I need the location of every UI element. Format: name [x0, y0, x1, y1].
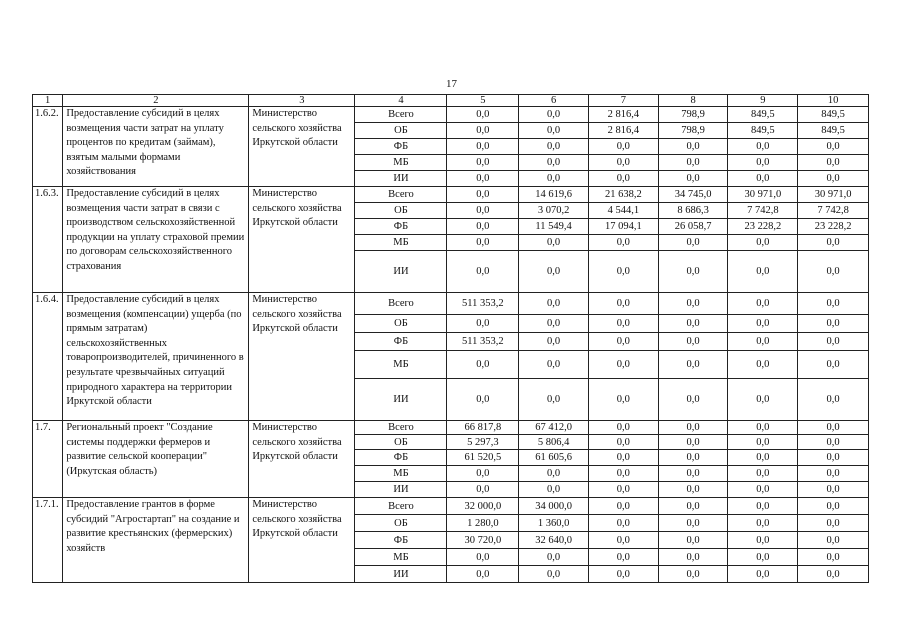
measure-row	[33, 498, 869, 515]
amount-cell: 0,0	[588, 235, 658, 251]
amount-cell: 0,0	[798, 421, 869, 435]
amount-cell: 0,0	[728, 421, 798, 435]
amount-cell: 23 228,2	[728, 219, 798, 235]
amount-cell: 0,0	[588, 315, 658, 333]
amount-cell: 14 619,6	[519, 187, 589, 203]
measure-row	[33, 421, 869, 435]
funding-source: ОБ	[355, 435, 447, 450]
amount-cell: 0,0	[798, 450, 869, 466]
measure-code: 1.7.	[33, 421, 63, 498]
amount-cell: 0,0	[798, 549, 869, 566]
amount-cell: 0,0	[798, 379, 869, 421]
amount-cell: 0,0	[588, 450, 658, 466]
column-number: 3	[249, 95, 355, 107]
amount-cell: 0,0	[798, 315, 869, 333]
amount-cell: 5 297,3	[447, 435, 519, 450]
column-number: 1	[33, 95, 63, 107]
measure-executor: Министерство сельского хозяйства Иркутской области	[249, 421, 355, 498]
budget-table	[32, 94, 869, 583]
amount-cell: 0,0	[588, 171, 658, 187]
amount-cell: 0,0	[658, 435, 728, 450]
amount-cell: 0,0	[658, 155, 728, 171]
amount-cell: 17 094,1	[588, 219, 658, 235]
amount-cell: 0,0	[447, 203, 519, 219]
funding-source: ИИ	[355, 482, 447, 498]
amount-cell: 511 353,2	[447, 293, 519, 315]
measure-name: Предоставление грантов в форме субсидий "Агростартап" на создание и развитие крестьянских (фермерских) хозяйств	[63, 498, 249, 583]
amount-cell: 0,0	[447, 139, 519, 155]
amount-cell: 0,0	[798, 235, 869, 251]
amount-cell: 0,0	[658, 351, 728, 379]
amount-cell: 0,0	[728, 532, 798, 549]
amount-cell: 0,0	[588, 293, 658, 315]
measure-row	[33, 187, 869, 203]
measure-executor: Министерство сельского хозяйства Иркутской области	[249, 293, 355, 421]
measure-executor: Министерство сельского хозяйства Иркутской области	[249, 498, 355, 583]
amount-cell: 0,0	[658, 315, 728, 333]
amount-cell: 7 742,8	[728, 203, 798, 219]
amount-cell: 849,5	[728, 107, 798, 123]
funding-source: ФБ	[355, 333, 447, 351]
amount-cell: 0,0	[588, 155, 658, 171]
amount-cell: 0,0	[447, 566, 519, 583]
amount-cell: 849,5	[728, 123, 798, 139]
amount-cell: 849,5	[798, 123, 869, 139]
funding-source: ФБ	[355, 532, 447, 549]
amount-cell: 0,0	[728, 139, 798, 155]
amount-cell: 0,0	[447, 187, 519, 203]
amount-cell: 0,0	[658, 139, 728, 155]
amount-cell: 0,0	[519, 333, 589, 351]
funding-source: ИИ	[355, 171, 447, 187]
amount-cell: 0,0	[658, 482, 728, 498]
funding-source: Всего	[355, 293, 447, 315]
amount-cell: 0,0	[728, 351, 798, 379]
funding-source: МБ	[355, 466, 447, 482]
amount-cell: 0,0	[798, 333, 869, 351]
amount-cell: 0,0	[658, 498, 728, 515]
amount-cell: 0,0	[728, 549, 798, 566]
measure-code: 1.6.3.	[33, 187, 63, 293]
amount-cell: 0,0	[588, 435, 658, 450]
amount-cell: 32 000,0	[447, 498, 519, 515]
amount-cell: 0,0	[519, 351, 589, 379]
amount-cell: 0,0	[798, 171, 869, 187]
measure-row	[33, 107, 869, 123]
amount-cell: 0,0	[658, 235, 728, 251]
funding-source: МБ	[355, 235, 447, 251]
column-number: 9	[728, 95, 798, 107]
amount-cell: 0,0	[728, 566, 798, 583]
amount-cell: 0,0	[798, 498, 869, 515]
amount-cell: 0,0	[447, 251, 519, 293]
amount-cell: 0,0	[447, 482, 519, 498]
amount-cell: 0,0	[798, 351, 869, 379]
amount-cell: 0,0	[658, 293, 728, 315]
column-number: 6	[519, 95, 589, 107]
amount-cell: 3 070,2	[519, 203, 589, 219]
amount-cell: 0,0	[519, 566, 589, 583]
measure-row	[33, 293, 869, 315]
amount-cell: 0,0	[728, 333, 798, 351]
column-number: 8	[658, 95, 728, 107]
amount-cell: 0,0	[519, 139, 589, 155]
amount-cell: 0,0	[658, 171, 728, 187]
amount-cell: 511 353,2	[447, 333, 519, 351]
amount-cell: 0,0	[658, 549, 728, 566]
funding-source: ОБ	[355, 315, 447, 333]
column-number: 5	[447, 95, 519, 107]
table-body	[33, 95, 869, 583]
amount-cell: 0,0	[447, 235, 519, 251]
funding-source: МБ	[355, 155, 447, 171]
amount-cell: 7 742,8	[798, 203, 869, 219]
amount-cell: 0,0	[447, 171, 519, 187]
amount-cell: 0,0	[588, 466, 658, 482]
funding-source: МБ	[355, 351, 447, 379]
amount-cell: 0,0	[728, 466, 798, 482]
funding-source: Всего	[355, 107, 447, 123]
measure-executor: Министерство сельского хозяйства Иркутской области	[249, 107, 355, 187]
amount-cell: 0,0	[728, 251, 798, 293]
page-number: 17	[446, 78, 457, 90]
amount-cell: 30 720,0	[447, 532, 519, 549]
column-numbers-row	[33, 95, 869, 107]
amount-cell: 0,0	[447, 379, 519, 421]
amount-cell: 34 745,0	[658, 187, 728, 203]
amount-cell: 21 638,2	[588, 187, 658, 203]
amount-cell: 0,0	[588, 139, 658, 155]
amount-cell: 0,0	[658, 515, 728, 532]
amount-cell: 0,0	[519, 107, 589, 123]
amount-cell: 0,0	[519, 315, 589, 333]
amount-cell: 0,0	[658, 450, 728, 466]
funding-source: Всего	[355, 421, 447, 435]
amount-cell: 26 058,7	[658, 219, 728, 235]
amount-cell: 0,0	[728, 293, 798, 315]
amount-cell: 0,0	[519, 293, 589, 315]
amount-cell: 0,0	[588, 351, 658, 379]
amount-cell: 32 640,0	[519, 532, 589, 549]
measure-name: Предоставление субсидий в целях возмещения части затрат на уплату процентов по кредитам (займам), взятым малыми формами хозяйствования	[63, 107, 249, 187]
amount-cell: 0,0	[588, 251, 658, 293]
amount-cell: 798,9	[658, 123, 728, 139]
measure-code: 1.6.4.	[33, 293, 63, 421]
amount-cell: 0,0	[728, 450, 798, 466]
amount-cell: 0,0	[798, 566, 869, 583]
column-number: 4	[355, 95, 447, 107]
amount-cell: 0,0	[588, 379, 658, 421]
amount-cell: 0,0	[798, 293, 869, 315]
amount-cell: 0,0	[519, 379, 589, 421]
amount-cell: 0,0	[798, 532, 869, 549]
amount-cell: 0,0	[658, 421, 728, 435]
amount-cell: 0,0	[798, 435, 869, 450]
amount-cell: 0,0	[658, 466, 728, 482]
funding-source: Всего	[355, 498, 447, 515]
amount-cell: 0,0	[728, 482, 798, 498]
funding-source: ОБ	[355, 203, 447, 219]
amount-cell: 0,0	[447, 107, 519, 123]
amount-cell: 0,0	[519, 123, 589, 139]
amount-cell: 5 806,4	[519, 435, 589, 450]
amount-cell: 0,0	[728, 235, 798, 251]
amount-cell: 67 412,0	[519, 421, 589, 435]
measure-name: Предоставление субсидий в целях возмещения (компенсации) ущерба (по прямым затратам) сельскохозяйственных товаропроизводителей, причиненного в результате чрезвычайных ситуаций природного характера на территории Иркутской области	[63, 293, 249, 421]
amount-cell: 0,0	[588, 333, 658, 351]
amount-cell: 0,0	[588, 421, 658, 435]
amount-cell: 0,0	[728, 435, 798, 450]
amount-cell: 4 544,1	[588, 203, 658, 219]
amount-cell: 0,0	[798, 155, 869, 171]
funding-source: ИИ	[355, 379, 447, 421]
amount-cell: 0,0	[447, 549, 519, 566]
column-number: 7	[588, 95, 658, 107]
amount-cell: 0,0	[658, 532, 728, 549]
amount-cell: 34 000,0	[519, 498, 589, 515]
funding-source: ОБ	[355, 515, 447, 532]
amount-cell: 0,0	[447, 351, 519, 379]
measure-executor: Министерство сельского хозяйства Иркутской области	[249, 187, 355, 293]
funding-source: ОБ	[355, 123, 447, 139]
amount-cell: 2 816,4	[588, 107, 658, 123]
amount-cell: 61 605,6	[519, 450, 589, 466]
amount-cell: 0,0	[658, 566, 728, 583]
amount-cell: 0,0	[588, 498, 658, 515]
amount-cell: 0,0	[798, 515, 869, 532]
amount-cell: 0,0	[519, 482, 589, 498]
amount-cell: 1 360,0	[519, 515, 589, 532]
amount-cell: 0,0	[728, 315, 798, 333]
amount-cell: 1 280,0	[447, 515, 519, 532]
amount-cell: 0,0	[447, 155, 519, 171]
amount-cell: 0,0	[447, 123, 519, 139]
amount-cell: 0,0	[519, 549, 589, 566]
amount-cell: 0,0	[588, 482, 658, 498]
funding-source: ИИ	[355, 566, 447, 583]
amount-cell: 0,0	[588, 532, 658, 549]
amount-cell: 0,0	[519, 171, 589, 187]
amount-cell: 66 817,8	[447, 421, 519, 435]
amount-cell: 0,0	[798, 466, 869, 482]
amount-cell: 0,0	[447, 315, 519, 333]
amount-cell: 0,0	[798, 482, 869, 498]
amount-cell: 2 816,4	[588, 123, 658, 139]
amount-cell: 0,0	[588, 566, 658, 583]
funding-source: ФБ	[355, 139, 447, 155]
funding-source: МБ	[355, 549, 447, 566]
amount-cell: 0,0	[798, 251, 869, 293]
amount-cell: 0,0	[658, 251, 728, 293]
amount-cell: 798,9	[658, 107, 728, 123]
amount-cell: 8 686,3	[658, 203, 728, 219]
amount-cell: 0,0	[798, 139, 869, 155]
column-number: 10	[798, 95, 869, 107]
amount-cell: 0,0	[519, 251, 589, 293]
amount-cell: 0,0	[588, 549, 658, 566]
amount-cell: 0,0	[728, 379, 798, 421]
amount-cell: 0,0	[728, 498, 798, 515]
measure-code: 1.7.1.	[33, 498, 63, 583]
funding-source: ФБ	[355, 450, 447, 466]
amount-cell: 61 520,5	[447, 450, 519, 466]
funding-source: ФБ	[355, 219, 447, 235]
amount-cell: 11 549,4	[519, 219, 589, 235]
measure-name: Предоставление субсидий в целях возмещения части затрат в связи с производством сельскохозяйственной продукции на уплату страховой премии по договорам сельскохозяйственного страхования	[63, 187, 249, 293]
amount-cell: 0,0	[728, 515, 798, 532]
amount-cell: 0,0	[658, 379, 728, 421]
amount-cell: 23 228,2	[798, 219, 869, 235]
measure-code: 1.6.2.	[33, 107, 63, 187]
amount-cell: 0,0	[447, 219, 519, 235]
amount-cell: 0,0	[728, 155, 798, 171]
amount-cell: 0,0	[588, 515, 658, 532]
column-number: 2	[63, 95, 249, 107]
amount-cell: 0,0	[519, 155, 589, 171]
amount-cell: 0,0	[728, 171, 798, 187]
amount-cell: 0,0	[519, 235, 589, 251]
amount-cell: 0,0	[519, 466, 589, 482]
amount-cell: 30 971,0	[728, 187, 798, 203]
funding-source: ИИ	[355, 251, 447, 293]
funding-source: Всего	[355, 187, 447, 203]
amount-cell: 0,0	[658, 333, 728, 351]
amount-cell: 30 971,0	[798, 187, 869, 203]
amount-cell: 849,5	[798, 107, 869, 123]
measure-name: Региональный проект "Создание системы поддержки фермеров и развитие сельской кооперации" (Иркутская область)	[63, 421, 249, 498]
amount-cell: 0,0	[447, 466, 519, 482]
